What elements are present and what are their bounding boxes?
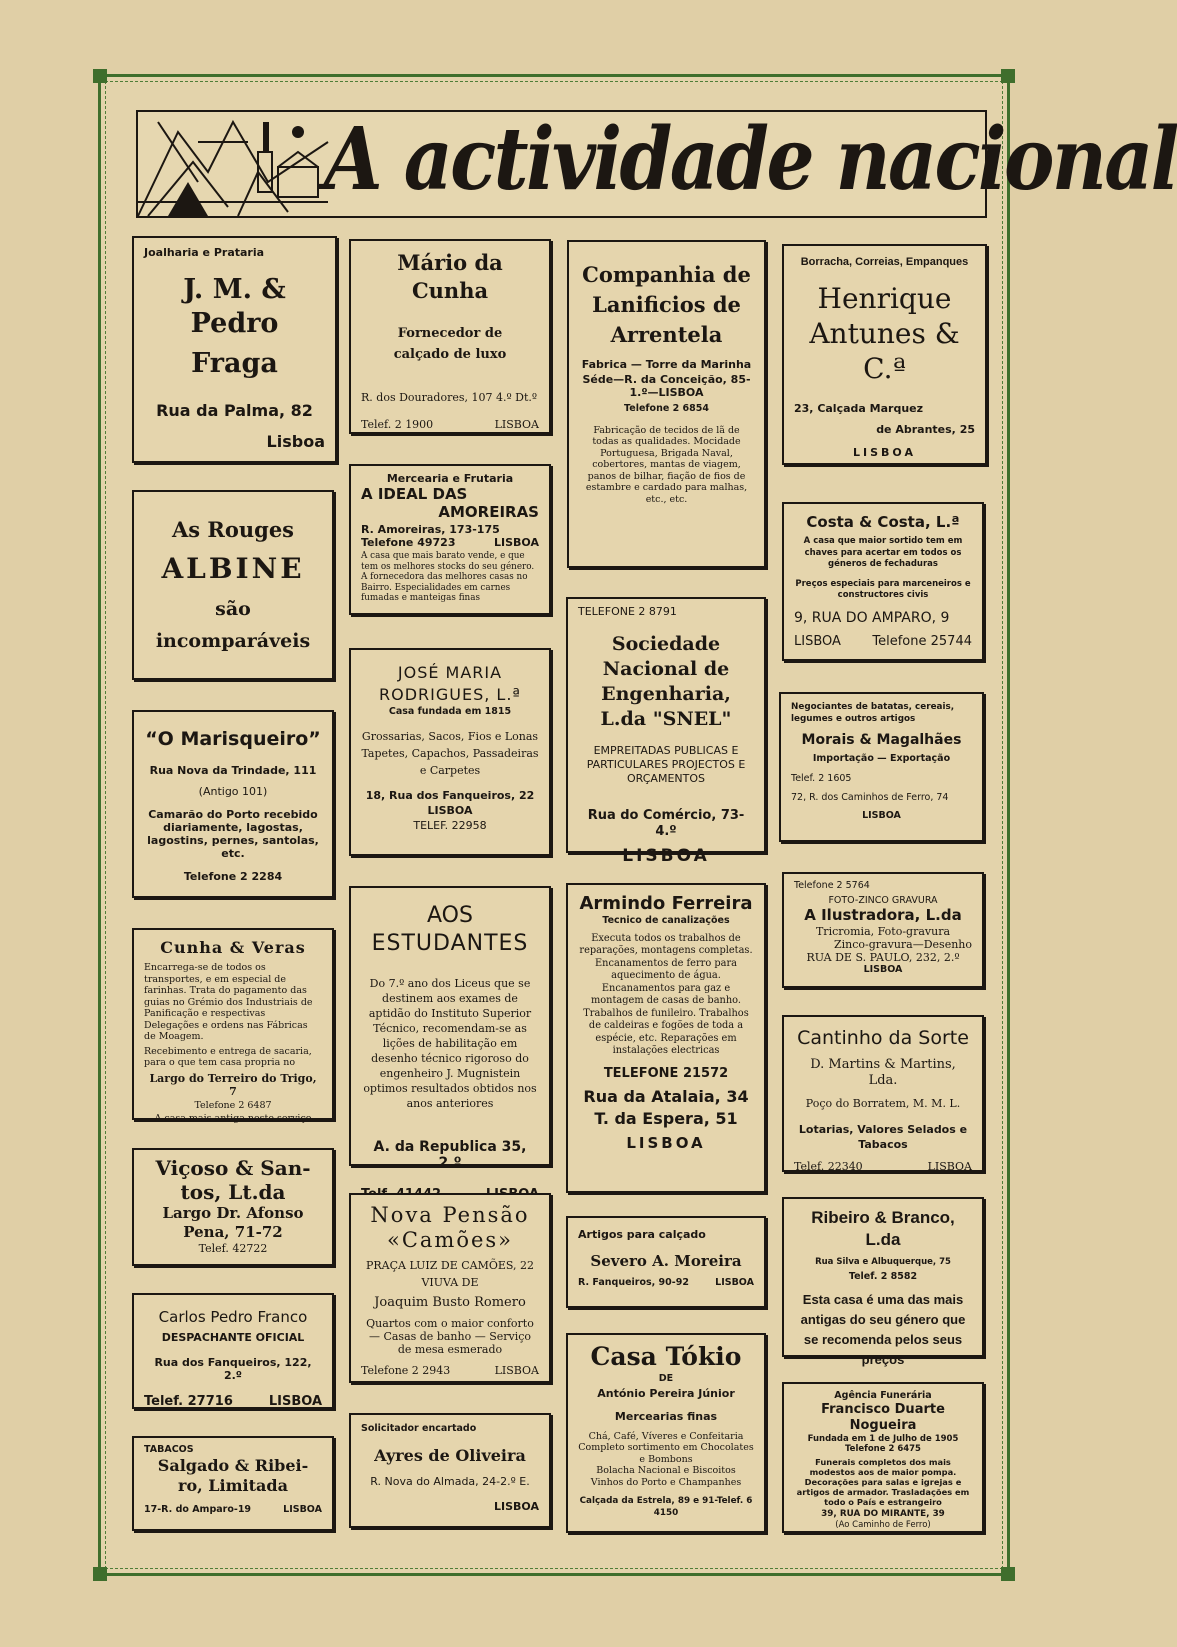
ad-category: TABACOS — [144, 1444, 194, 1455]
ad-name: «Camões» — [386, 1228, 514, 1252]
ad-city: LISBOA — [494, 1364, 539, 1377]
ad-footer-row — [578, 1277, 754, 1289]
ad-address: R. Nova do Almada, 24-2.º E. — [370, 1474, 530, 1488]
ad-name: Francisco Duarte — [821, 1401, 945, 1417]
ad-city: LISBOA — [863, 964, 903, 975]
ad-name: Nova Pensão — [370, 1203, 530, 1227]
ad-name: Morais & Magalhães — [801, 732, 962, 748]
ad-founded: Fundada em 1 de Julho de 1905 — [807, 1433, 959, 1444]
ad-phone: Telefone 25744 — [872, 633, 972, 649]
ad-line: incomparáveis — [155, 630, 311, 652]
ad-category: Negociantes de batatas, cereais, legumes e outros artigos — [791, 702, 955, 724]
ad-phone: Telefone 49723 — [361, 536, 456, 549]
ad-description: Tricromia, Foto-gravura — [815, 925, 951, 938]
ad-ribeiro-branco — [782, 1197, 984, 1367]
ad-subtitle: DESPACHANTE OFICIAL — [161, 1331, 305, 1344]
ad-subtitle: Importação — Exportação — [812, 753, 951, 764]
ad-address: de Abrantes, 25 — [876, 423, 975, 436]
ad-description: A casa que maior sortido tem em chaves para acertar em todos os géneros de fechaduras — [803, 536, 963, 569]
ad-category: Joalharia e Prataria — [144, 246, 265, 259]
ad-severo-moreira — [566, 1216, 766, 1308]
ad-description: Vinhos do Porto e Champanhes — [590, 1476, 742, 1488]
ad-address: Rua dos Fanqueiros, 122, 2.º — [154, 1356, 312, 1382]
ad-cantinho-da-sorte — [782, 1015, 984, 1172]
ad-salgado-ribeiro — [132, 1436, 334, 1531]
ad-description: Encarrega-se de todos os transportes, e em especial de farinhas. Trata do pagamento das guias no Grémio dos Industriais de Panificação e respectivas Delegações e ordens nas Fábricas de Moagem. — [144, 962, 313, 1042]
ad-city: LISBOA — [862, 809, 901, 821]
ad-brand: ALBINE — [161, 552, 305, 585]
ad-footer: A casa mais antiga neste serviço — [154, 1113, 312, 1124]
ad-address: Largo do Terreiro do Trigo, 7 — [149, 1071, 317, 1098]
ad-phone: Telef. 22340 — [794, 1160, 863, 1173]
ad-phone: Telef. 42722 — [198, 1242, 268, 1255]
ad-phone: Telefone 2 2943 — [361, 1364, 451, 1377]
ad-city: Lisboa — [266, 432, 325, 451]
ad-henrique-antunes — [782, 244, 987, 465]
ad-phone: Telef. 27716 — [144, 1394, 233, 1409]
ad-category: Artigos para calçado — [578, 1228, 706, 1241]
ad-description: Zinco-gravura—Desenho — [834, 938, 972, 951]
ad-description: Recebimento e entrega de sacaria, para o que tem casa propria no — [144, 1045, 312, 1068]
ad-name: A IDEAL DAS — [361, 485, 468, 503]
ad-address: R. dos Douradores, 107 4.º Dt.º — [361, 391, 538, 404]
ad-agencia-funeraria — [782, 1382, 984, 1533]
ad-name: Ribeiro & Branco, L.da — [811, 1208, 955, 1249]
ad-category: Agência Funerária — [834, 1390, 932, 1401]
ad-address: R. Fanqueiros, 90-92 — [578, 1277, 689, 1288]
ad-city: LISBOA — [626, 1133, 706, 1152]
ad-description: Preços especiais para marceneiros e constructores civis — [795, 578, 971, 600]
ad-line: As Rouges — [171, 517, 295, 542]
ad-contact-row — [361, 536, 539, 549]
ad-phone: Telefone 2 6475 — [845, 1443, 921, 1454]
ad-nova-pensao-camoes — [349, 1193, 551, 1383]
ad-phone: Telefone 2 5764 — [794, 880, 870, 891]
ad-address: Largo Dr. Afonso — [162, 1204, 304, 1222]
ad-address: Rua Nova da Trindade, 111 — [149, 764, 317, 777]
ad-name: Companhia de Lanificios de Arrentela — [582, 262, 751, 347]
ad-address: A. da Republica 35, 2.º — [373, 1139, 527, 1171]
ad-jm-pedro-fraga — [132, 236, 337, 463]
ad-costa-costa — [782, 502, 984, 661]
ad-phone: TELEF. 22958 — [413, 818, 487, 832]
ad-city: LISBOA — [494, 536, 539, 549]
ad-phone: TELEFONE 21572 — [603, 1065, 729, 1081]
ad-category: Mercearia e Frutaria — [386, 472, 514, 485]
ad-subtitle: Tecnico de canalizações — [602, 915, 730, 926]
ad-address: RUA DE S. PAULO, 232, 2.º — [806, 951, 960, 964]
corner-ornament — [1001, 1567, 1015, 1581]
ad-address: Fabrica — Torre da Marinha — [581, 358, 752, 371]
ad-name: Carlos Pedro Franco — [158, 1308, 308, 1326]
ad-name: “O Marisqueiro” — [145, 728, 321, 750]
ad-rouges-albine — [132, 490, 334, 680]
ad-description: EMPREITADAS PUBLICAS E PARTICULARES PROJECTOS E ORÇAMENTOS — [586, 744, 746, 785]
ad-address-note: (Antigo 101) — [198, 785, 268, 798]
ad-phone: Telef. 2 1605 — [791, 772, 852, 784]
ad-address: Poço do Borratem, M. M. L. — [805, 1097, 961, 1110]
ad-phone: Telef. 2 1900 — [361, 418, 434, 431]
ad-name: Viçoso & San- — [155, 1156, 311, 1180]
ad-footer-row — [794, 634, 972, 649]
ad-name: Cunha & Veras — [160, 938, 306, 957]
ad-line: são — [215, 598, 251, 620]
ad-name: Cantinho da Sorte — [797, 1027, 969, 1049]
ad-phone: Telef. 2 8582 — [848, 1270, 918, 1282]
ad-address: 23, Calçada Marquez — [794, 402, 924, 415]
ad-description: Camarão do Porto recebido diariamente, lagostas, lagostins, pernes, santolas, etc. — [147, 808, 319, 860]
ad-ideal-amoreiras — [349, 464, 551, 615]
ad-title: AOS — [427, 903, 473, 928]
ad-address: R. Amoreiras, 173-175 — [361, 523, 500, 536]
ad-name: J. M. & Pedro — [183, 274, 286, 339]
ad-footer-row — [361, 1364, 539, 1377]
ad-city: LISBOA — [427, 803, 473, 817]
ad-snel — [566, 597, 766, 866]
industrial-landscape-illustration — [138, 112, 328, 216]
ad-aos-estudantes — [349, 886, 551, 1171]
ad-subtitle: DE — [658, 1373, 674, 1384]
masthead-title: A actividade nacional — [324, 109, 1177, 210]
ad-address: Rua do Comércio, 73-4.º — [587, 808, 745, 839]
ad-description: Bolacha Nacional e Biscoitos — [596, 1465, 736, 1476]
corner-ornament — [1001, 69, 1015, 83]
ad-address: 9, RUA DO AMPARO, 9 — [794, 609, 950, 626]
ad-category: Solicitador encartado — [361, 1423, 477, 1434]
corner-ornament — [93, 1567, 107, 1581]
ad-ayres-de-oliveira — [349, 1413, 551, 1528]
ad-name: Mário da Cunha — [397, 250, 503, 303]
ad-category: FOTO-ZINCO GRAVURA — [828, 894, 938, 906]
ad-description: Quartos com o maior conforto — Casas de banho — Serviço de mesa esmerado — [366, 1317, 534, 1356]
ad-name: Armindo Ferreira — [579, 893, 753, 914]
ad-name: A Ilustradora, L.da — [804, 906, 962, 924]
ad-name: Costa & Costa, L.ª — [806, 513, 960, 531]
ad-city: LISBOA — [794, 633, 841, 649]
ad-phone: Telefone 2 2284 — [183, 870, 283, 883]
ad-name: AMOREIRAS — [438, 503, 539, 521]
ad-name: Salgado & Ribei- — [157, 1455, 309, 1475]
ad-city: LISBOA — [283, 1503, 322, 1515]
ad-description: Lotarias, Valores Selados e Tabacos — [798, 1123, 968, 1151]
ad-jose-maria-rodrigues — [349, 648, 551, 856]
ad-founded: Casa fundada em 1815 — [388, 706, 512, 717]
ad-city: LISBOA — [494, 418, 539, 431]
ad-phone: Telefone 2 6487 — [194, 1099, 272, 1111]
ad-address: PRAÇA LUIZ DE CAMÕES, 22 — [365, 1259, 535, 1272]
ad-city: LISBOA — [715, 1277, 754, 1288]
ad-name: tos, Lt.da — [180, 1180, 286, 1204]
ad-description: Executa todos os trabalhos de reparações, montagens completas. Encanamentos de ferro para aquecimento de água. Encanamentos para gaz e montagem de casas de banho. Trabalhos de funileiro. Trabalhos de caldeiras e fogões de toda a espécie, etc. Reparações em instalações electricas — [579, 932, 753, 1056]
ad-city: LISBOA — [622, 846, 710, 866]
ad-name: Nogueira — [849, 1417, 917, 1433]
ad-vicoso-santos — [132, 1148, 334, 1266]
ad-description: Do 7.º ano dos Liceus que se destinem aos exames de aptidão do Instituto Superior Técnico, recomendam-se as lições de habilitação em desenho técnico rigoroso do engenheiro J. Mugnistein optimos resultados obtidos nos anos anteriores — [363, 977, 537, 1110]
ad-address: 39, RUA DO MIRANTE, 39 — [821, 1508, 945, 1519]
ad-description: Chá, Café, Víveres e Confeitaria — [588, 1430, 744, 1442]
ad-address: Rua da Palma, 82 — [156, 401, 313, 420]
ad-description: Grossarias, Sacos, Fios e Lonas Tapetes, Capachos, Passadeiras e Carpetes — [361, 729, 539, 777]
masthead — [136, 109, 1177, 218]
ad-city: LISBOA — [853, 446, 916, 459]
ad-footer-row — [144, 1394, 322, 1410]
ad-description: Funerais completos dos mais modestos aos de maior pompa. Decorações para salas e igrejas e artigos de armador. Trasladações em todo o País e estrangeiro — [796, 1456, 970, 1507]
ad-companhia-lanificios — [567, 240, 766, 568]
ad-description: Completo sortimento em Chocolates e Bombons — [578, 1442, 754, 1465]
ad-description: A casa que mais barato vende, e que tem os melhores stocks do seu género. A fornecedora das melhores casas no Bairro. Especialidades em carnes fumadas e manteigas finas — [361, 551, 535, 603]
ad-owner: D. Martins & Martins, Lda. — [810, 1057, 956, 1088]
ad-address: 72, R. dos Caminhos de Ferro, 74 — [791, 792, 949, 803]
ad-phone: TELEFONE 2 8791 — [578, 605, 677, 618]
ad-description: Fabricação de tecidos de lã de todas as qualidades. Mocidade Portuguesa, Brigada Naval, cobertores, mantas de viagem, panos de bilhar, fiação de fios de estambre e cardado para malhas, etc., etc. — [585, 424, 748, 505]
ad-description: Esta casa é uma das mais antigas do seu género que se recomenda pelos seus preços — [800, 1292, 966, 1367]
ad-category: Borracha, Correias, Empanques — [800, 256, 969, 268]
ad-address: Rua Silva e Albuquerque, 75 — [815, 1257, 951, 1267]
ad-casa-tokio — [566, 1333, 766, 1533]
ad-name: ro, Limitada — [178, 1475, 288, 1495]
ad-name: Casa Tókio — [590, 1342, 742, 1371]
ad-category: Mercearias finas — [614, 1409, 718, 1423]
corner-ornament — [93, 69, 107, 83]
ad-city: LISBOA — [268, 1394, 322, 1409]
ad-subtitle: VIUVA DE — [421, 1276, 479, 1289]
ad-address: 17-R. do Amparo-19 — [144, 1503, 252, 1515]
ad-carlos-pedro-franco — [132, 1293, 334, 1409]
ad-mario-da-cunha — [349, 239, 551, 434]
ad-address: Rua da Atalaia, 34 — [583, 1086, 749, 1106]
ad-cunha-veras — [132, 928, 334, 1124]
ad-name: JOSÉ MARIA — [397, 663, 503, 682]
ad-morais-magalhaes — [779, 692, 984, 842]
ad-footer-row — [144, 1504, 322, 1516]
ad-owner: António Pereira Júnior — [597, 1386, 735, 1400]
ad-address: T. da Espera, 51 — [594, 1108, 738, 1128]
ad-city: LISBOA — [927, 1160, 972, 1173]
ad-owner: Joaquim Busto Romero — [374, 1295, 526, 1310]
ad-footer-row — [794, 1160, 972, 1173]
ad-address-note: (Ao Caminho de Ferro) — [835, 1520, 931, 1530]
ad-address: Séde—R. da Conceição, 85-1.º—LISBOA — [582, 373, 751, 399]
ad-address: 18, Rua dos Fanqueiros, 22 — [365, 788, 535, 802]
ad-phone: Telefone 2 6854 — [624, 403, 709, 414]
ad-name: Severo A. Moreira — [590, 1252, 742, 1270]
ad-name: Sociedade Nacional de Engenharia, L.da "SNEL" — [600, 633, 732, 730]
ad-name: Ayres de Oliveira — [374, 1445, 526, 1465]
ad-footer-row — [361, 418, 539, 431]
ad-a-ilustradora — [782, 872, 984, 988]
ad-address: Pena, 71-72 — [183, 1223, 283, 1241]
ad-armindo-ferreira — [566, 883, 766, 1193]
ad-name: Henrique Antunes & C.ª — [809, 282, 960, 385]
ad-address: Calçada da Estrela, 89 e 91-Telef. 6 4150 — [579, 1496, 753, 1518]
ad-name: RODRIGUES, L.ª — [379, 685, 521, 704]
ad-o-marisqueiro — [132, 710, 334, 898]
ad-name: Fraga — [191, 348, 278, 379]
ad-city: LISBOA — [494, 1499, 539, 1513]
ad-title: ESTUDANTES — [371, 931, 529, 956]
ad-description: Fornecedor de calçado de luxo — [393, 326, 507, 362]
